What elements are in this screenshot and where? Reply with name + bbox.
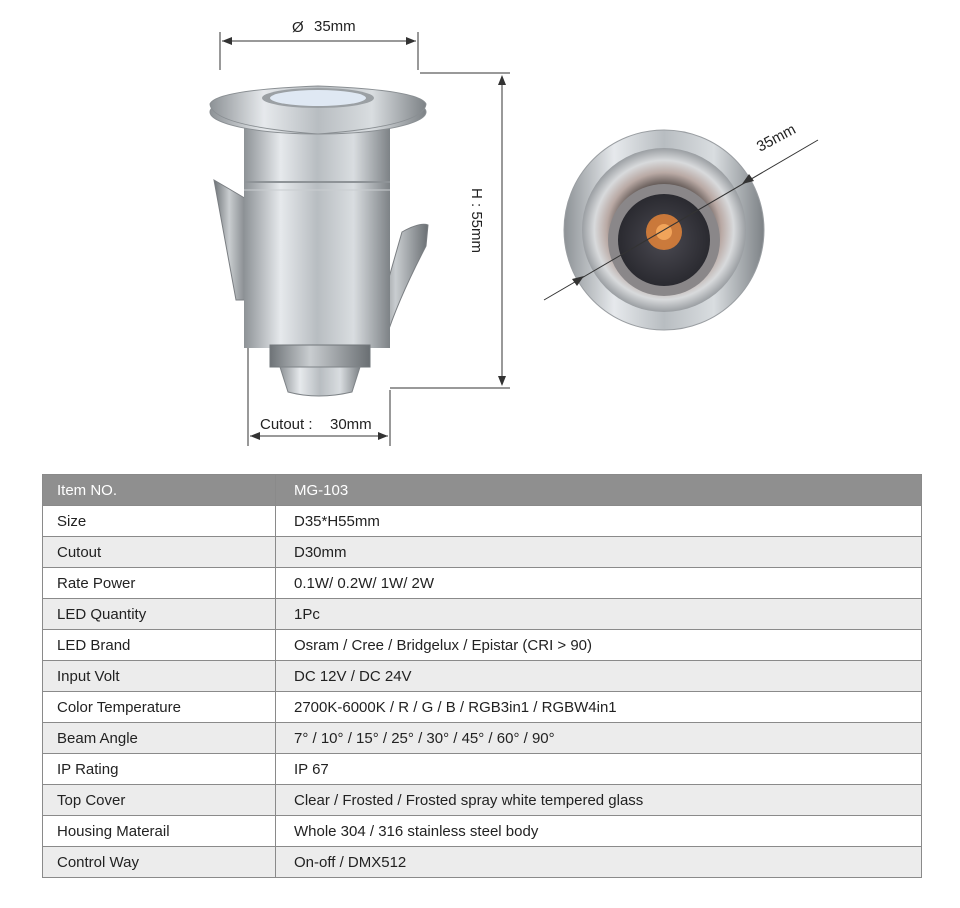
table-row: [43, 692, 922, 723]
row-value: Whole 304 / 316 stainless steel body: [276, 816, 922, 847]
side-view-light: [210, 86, 428, 396]
row-value: D35*H55mm: [276, 506, 922, 537]
row-value: 2700K-6000K / R / G / B / RGB3in1 / RGBW4in1: [276, 692, 922, 723]
row-value: On-off / DMX512: [276, 847, 922, 878]
row-value: IP 67: [276, 754, 922, 785]
table-row: [43, 506, 922, 537]
row-key: Beam Angle: [43, 723, 276, 754]
top-glass: [270, 90, 366, 106]
row-value: Osram / Cree / Bridgelux / Epistar (CRI > 90): [276, 630, 922, 661]
row-key: Control Way: [43, 847, 276, 878]
row-value: 0.1W/ 0.2W/ 1W/ 2W: [276, 568, 922, 599]
table-row: [43, 630, 922, 661]
header-key: Item NO.: [43, 475, 276, 506]
front-diameter-label: 35mm: [753, 120, 799, 156]
table-row: [43, 816, 922, 847]
housing-body: [244, 112, 390, 348]
row-value: D30mm: [276, 537, 922, 568]
cutout-label-prefix: Cutout :: [260, 416, 313, 433]
row-key: Color Temperature: [43, 692, 276, 723]
diameter-dimension: [220, 18, 418, 70]
table-row: [43, 599, 922, 630]
table-row: [43, 568, 922, 599]
table-row: [43, 661, 922, 692]
cutout-label-value: 30mm: [330, 416, 372, 433]
row-key: Top Cover: [43, 785, 276, 816]
table-row: [43, 847, 922, 878]
row-key: Input Volt: [43, 661, 276, 692]
row-key: Rate Power: [43, 568, 276, 599]
row-key: LED Brand: [43, 630, 276, 661]
table-row: [43, 537, 922, 568]
header-value: MG-103: [276, 475, 922, 506]
table-row: [43, 723, 922, 754]
row-value: DC 12V / DC 24V: [276, 661, 922, 692]
diameter-label: 35mm: [314, 18, 356, 35]
row-key: Size: [43, 506, 276, 537]
row-key: Housing Materail: [43, 816, 276, 847]
table-row: [43, 785, 922, 816]
table-row: [43, 754, 922, 785]
row-key: Cutout: [43, 537, 276, 568]
table-header-row: [43, 475, 922, 506]
height-label: H : 55mm: [468, 188, 485, 254]
row-value: 1Pc: [276, 599, 922, 630]
spec-table: [42, 474, 922, 878]
row-key: IP Rating: [43, 754, 276, 785]
row-value: 7° / 10° / 15° / 25° / 30° / 45° / 60° / 90°: [276, 723, 922, 754]
row-value: Clear / Frosted / Frosted spray white tempered glass: [276, 785, 922, 816]
diameter-symbol: Ø: [292, 19, 304, 36]
row-key: LED Quantity: [43, 599, 276, 630]
